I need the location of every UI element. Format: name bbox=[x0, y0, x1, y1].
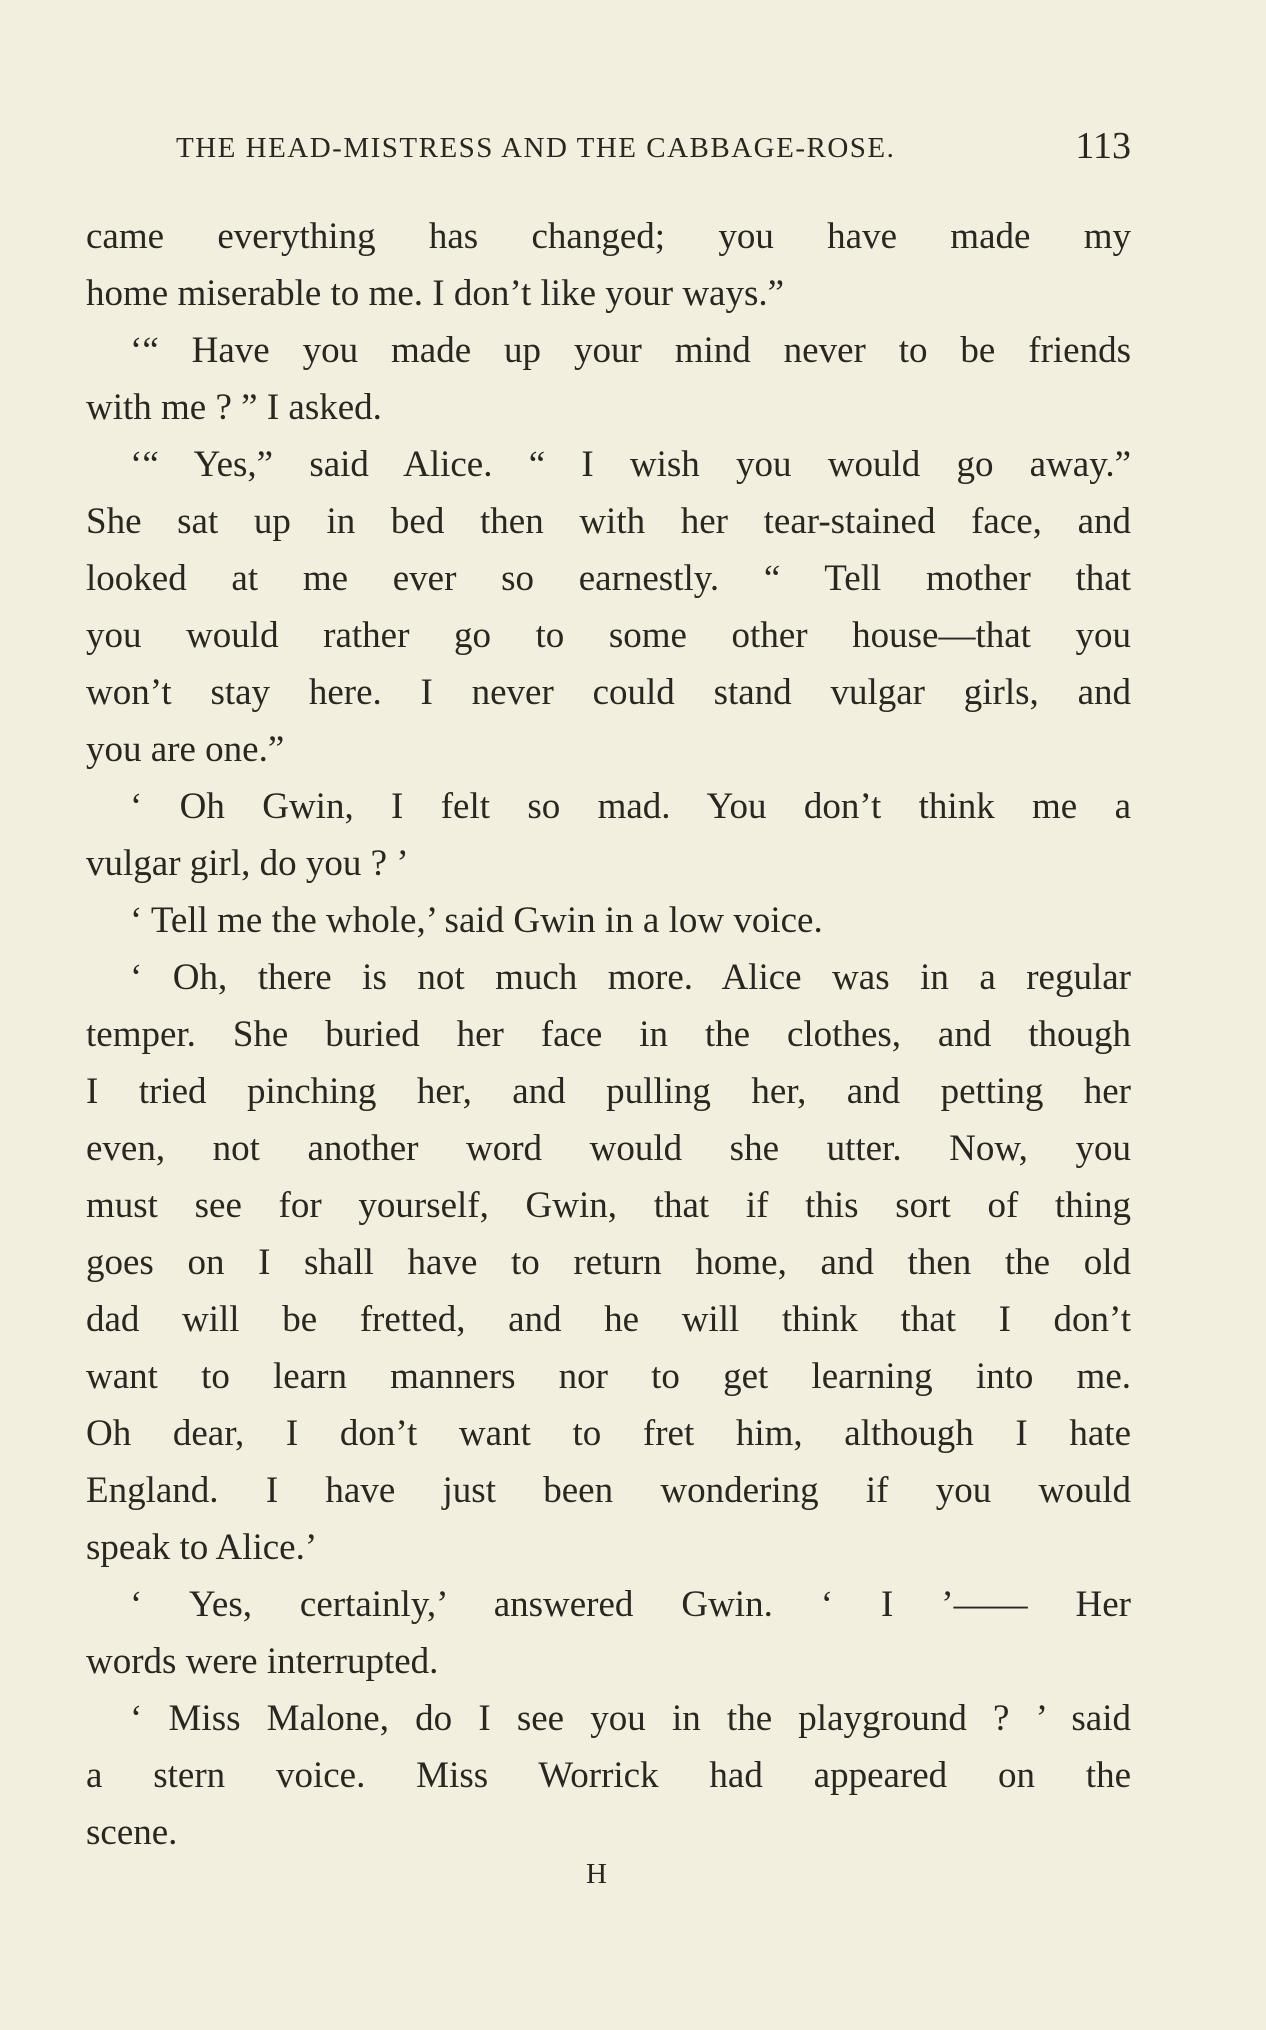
text-line: ‘“ Yes,” said Alice. “ I wish you would go away.” bbox=[130, 444, 1131, 485]
text-line: scene. bbox=[86, 1812, 178, 1853]
running-head bbox=[86, 122, 1131, 172]
text-line: speak to Alice.’ bbox=[86, 1527, 318, 1568]
text-line: ‘ Yes, certainly,’ answered Gwin. ‘ I ’—— Her bbox=[130, 1584, 1131, 1625]
text-line: She sat up in bed then with her tear-stained face, and bbox=[86, 501, 1131, 542]
text-line: dad will be fretted, and he will think that I don’t bbox=[86, 1299, 1131, 1340]
text-line: home miserable to me. I don’t like your ways.” bbox=[86, 273, 785, 314]
text-line: words were interrupted. bbox=[86, 1641, 439, 1682]
text-line: want to learn manners nor to get learning into me. bbox=[86, 1356, 1131, 1397]
text-line: you would rather go to some other house—that you bbox=[86, 615, 1131, 656]
text-line: ‘“ Have you made up your mind never to be friends bbox=[130, 330, 1131, 371]
running-title: THE HEAD-MISTRESS AND THE CABBAGE-ROSE. bbox=[176, 132, 896, 164]
text-line: ‘ Oh, there is not much more. Alice was in a regular bbox=[130, 957, 1131, 998]
text-line: you are one.” bbox=[86, 729, 285, 770]
text-line: I tried pinching her, and pulling her, and petting her bbox=[86, 1071, 1131, 1112]
text-line: ‘ Tell me the whole,’ said Gwin in a low voice. bbox=[130, 900, 823, 941]
text-line: temper. She buried her face in the clothes, and though bbox=[86, 1014, 1131, 1055]
text-line: vulgar girl, do you ? ’ bbox=[86, 843, 409, 884]
text-line: must see for yourself, Gwin, that if this sort of thing bbox=[86, 1185, 1131, 1226]
text-line: won’t stay here. I never could stand vulgar girls, and bbox=[86, 672, 1131, 713]
text-line: came everything has changed; you have made my bbox=[86, 216, 1131, 257]
text-line: Oh dear, I don’t want to fret him, although I hate bbox=[86, 1413, 1131, 1454]
text-line: ‘ Miss Malone, do I see you in the playground ? ’ said bbox=[130, 1698, 1131, 1739]
text-line: even, not another word would she utter. Now, you bbox=[86, 1128, 1131, 1169]
page-number: 113 bbox=[1075, 125, 1131, 167]
signature-mark: H bbox=[586, 1858, 608, 1890]
text-line: England. I have just been wondering if you would bbox=[86, 1470, 1131, 1511]
text-line: a stern voice. Miss Worrick had appeared on the bbox=[86, 1755, 1131, 1796]
body-text bbox=[86, 208, 1131, 1861]
text-line: goes on I shall have to return home, and then the old bbox=[86, 1242, 1131, 1283]
text-line: looked at me ever so earnestly. “ Tell mother that bbox=[86, 558, 1131, 599]
text-line: with me ? ” I asked. bbox=[86, 387, 382, 428]
text-line: ‘ Oh Gwin, I felt so mad. You don’t think me a bbox=[130, 786, 1131, 827]
